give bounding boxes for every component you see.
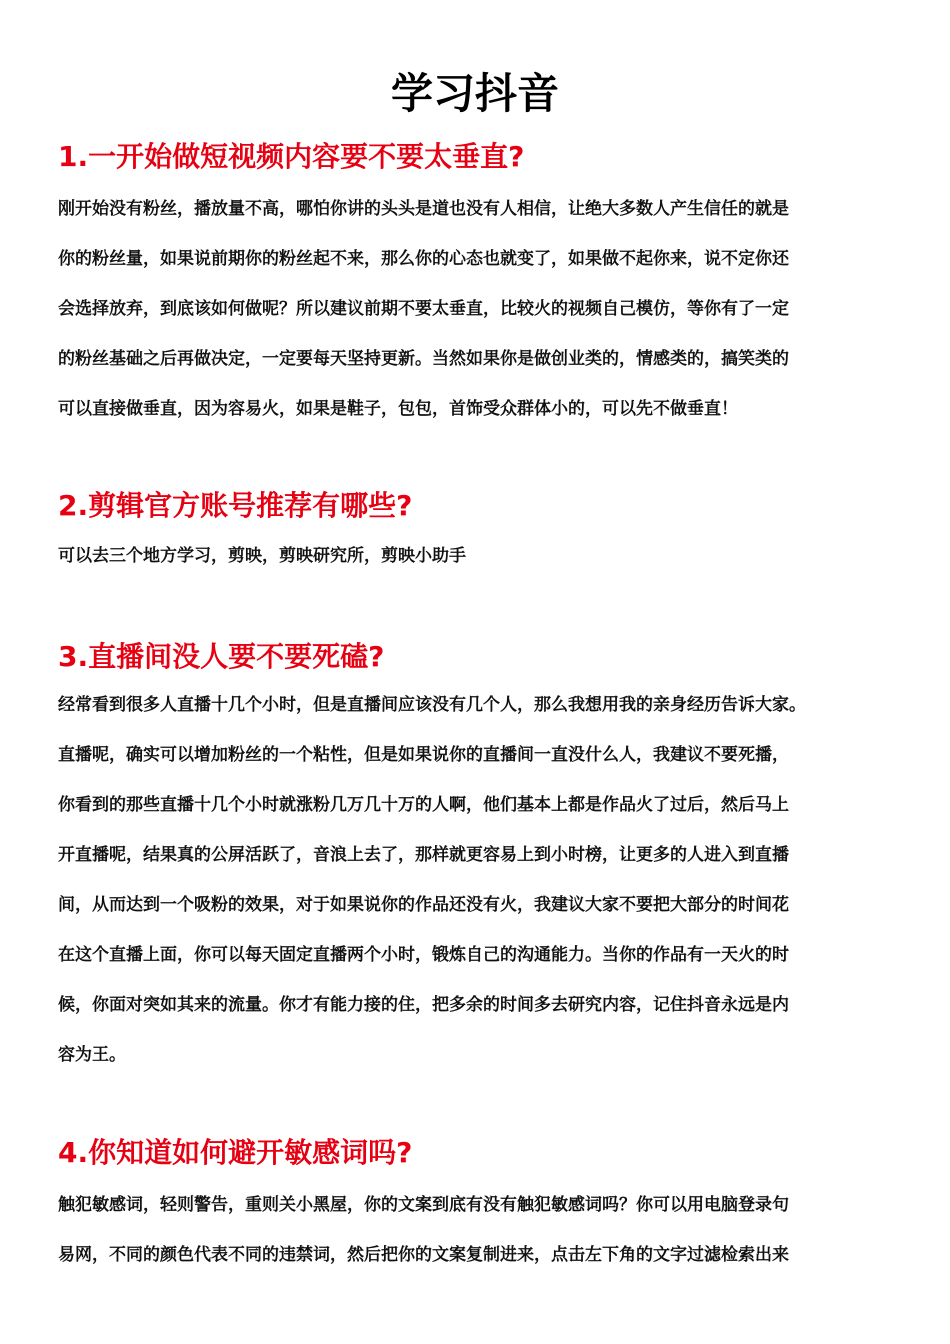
text-line: 开直播呢，结果真的公屏活跃了，音浪上去了，那样就更容易上到小时榜，让更多的人进入到直播 xyxy=(58,845,789,865)
text-line: 可以直接做垂直，因为容易火，如果是鞋子，包包，首饰受众群体小的，可以先不做垂直！ xyxy=(58,399,738,419)
text-line: 候，你面对突如其来的流量。你才有能力接的住，把多余的时间多去研究内容，记住抖音永远是内 xyxy=(58,995,789,1015)
section-body-1 xyxy=(58,184,898,434)
document-title: 学习抖音 xyxy=(390,69,559,118)
section-heading-4: 4.你知道如何避开敏感词吗? xyxy=(58,1136,413,1169)
section-body-3 xyxy=(58,680,898,1080)
text-line: 在这个直播上面，你可以每天固定直播两个小时，锻炼自己的沟通能力。当你的作品有一天火的时 xyxy=(58,945,789,965)
section-body-2 xyxy=(58,531,898,581)
text-line: 间，从而达到一个吸粉的效果，对于如果说你的作品还没有火，我建议大家不要把大部分的时间花 xyxy=(58,895,789,915)
text-line: 直播呢，确实可以增加粉丝的一个粘性，但是如果说你的直播间一直没什么人，我建议不要死播， xyxy=(58,745,789,765)
text-line: 易网，不同的颜色代表不同的违禁词，然后把你的文案复制进来，点击左下角的文字过滤检索出来 xyxy=(58,1245,789,1265)
text-line: 容为王。 xyxy=(58,1045,126,1065)
text-line: 刚开始没有粉丝，播放量不高，哪怕你讲的头头是道也没有人相信，让绝大多数人产生信任的就是 xyxy=(58,199,789,219)
text-line: 的粉丝基础之后再做决定，一定要每天坚持更新。当然如果你是做创业类的，情感类的，搞笑类的 xyxy=(58,349,789,369)
section-heading-2: 2.剪辑官方账号推荐有哪些? xyxy=(58,489,413,522)
section-heading-3: 3.直播间没人要不要死磕? xyxy=(58,640,385,673)
text-line: 你看到的那些直播十几个小时就涨粉几万几十万的人啊，他们基本上都是作品火了过后，然后马上 xyxy=(58,795,789,815)
text-line: 你的粉丝量，如果说前期你的粉丝起不来，那么你的心态也就变了，如果做不起你来，说不定你还 xyxy=(58,249,789,269)
section-body-4 xyxy=(58,1180,898,1280)
section-heading-1: 1.一开始做短视频内容要不要太垂直? xyxy=(58,140,525,173)
text-line: 经常看到很多人直播十几个小时，但是直播间应该没有几个人，那么我想用我的亲身经历告诉大家。 xyxy=(58,695,806,715)
text-line: 可以去三个地方学习，剪映，剪映研究所，剪映小助手 xyxy=(58,546,466,566)
text-line: 触犯敏感词，轻则警告，重则关小黑屋，你的文案到底有没有触犯敏感词吗？你可以用电脑登录句 xyxy=(58,1195,789,1215)
text-line: 会选择放弃，到底该如何做呢？所以建议前期不要太垂直，比较火的视频自己模仿，等你有了一定 xyxy=(58,299,789,319)
